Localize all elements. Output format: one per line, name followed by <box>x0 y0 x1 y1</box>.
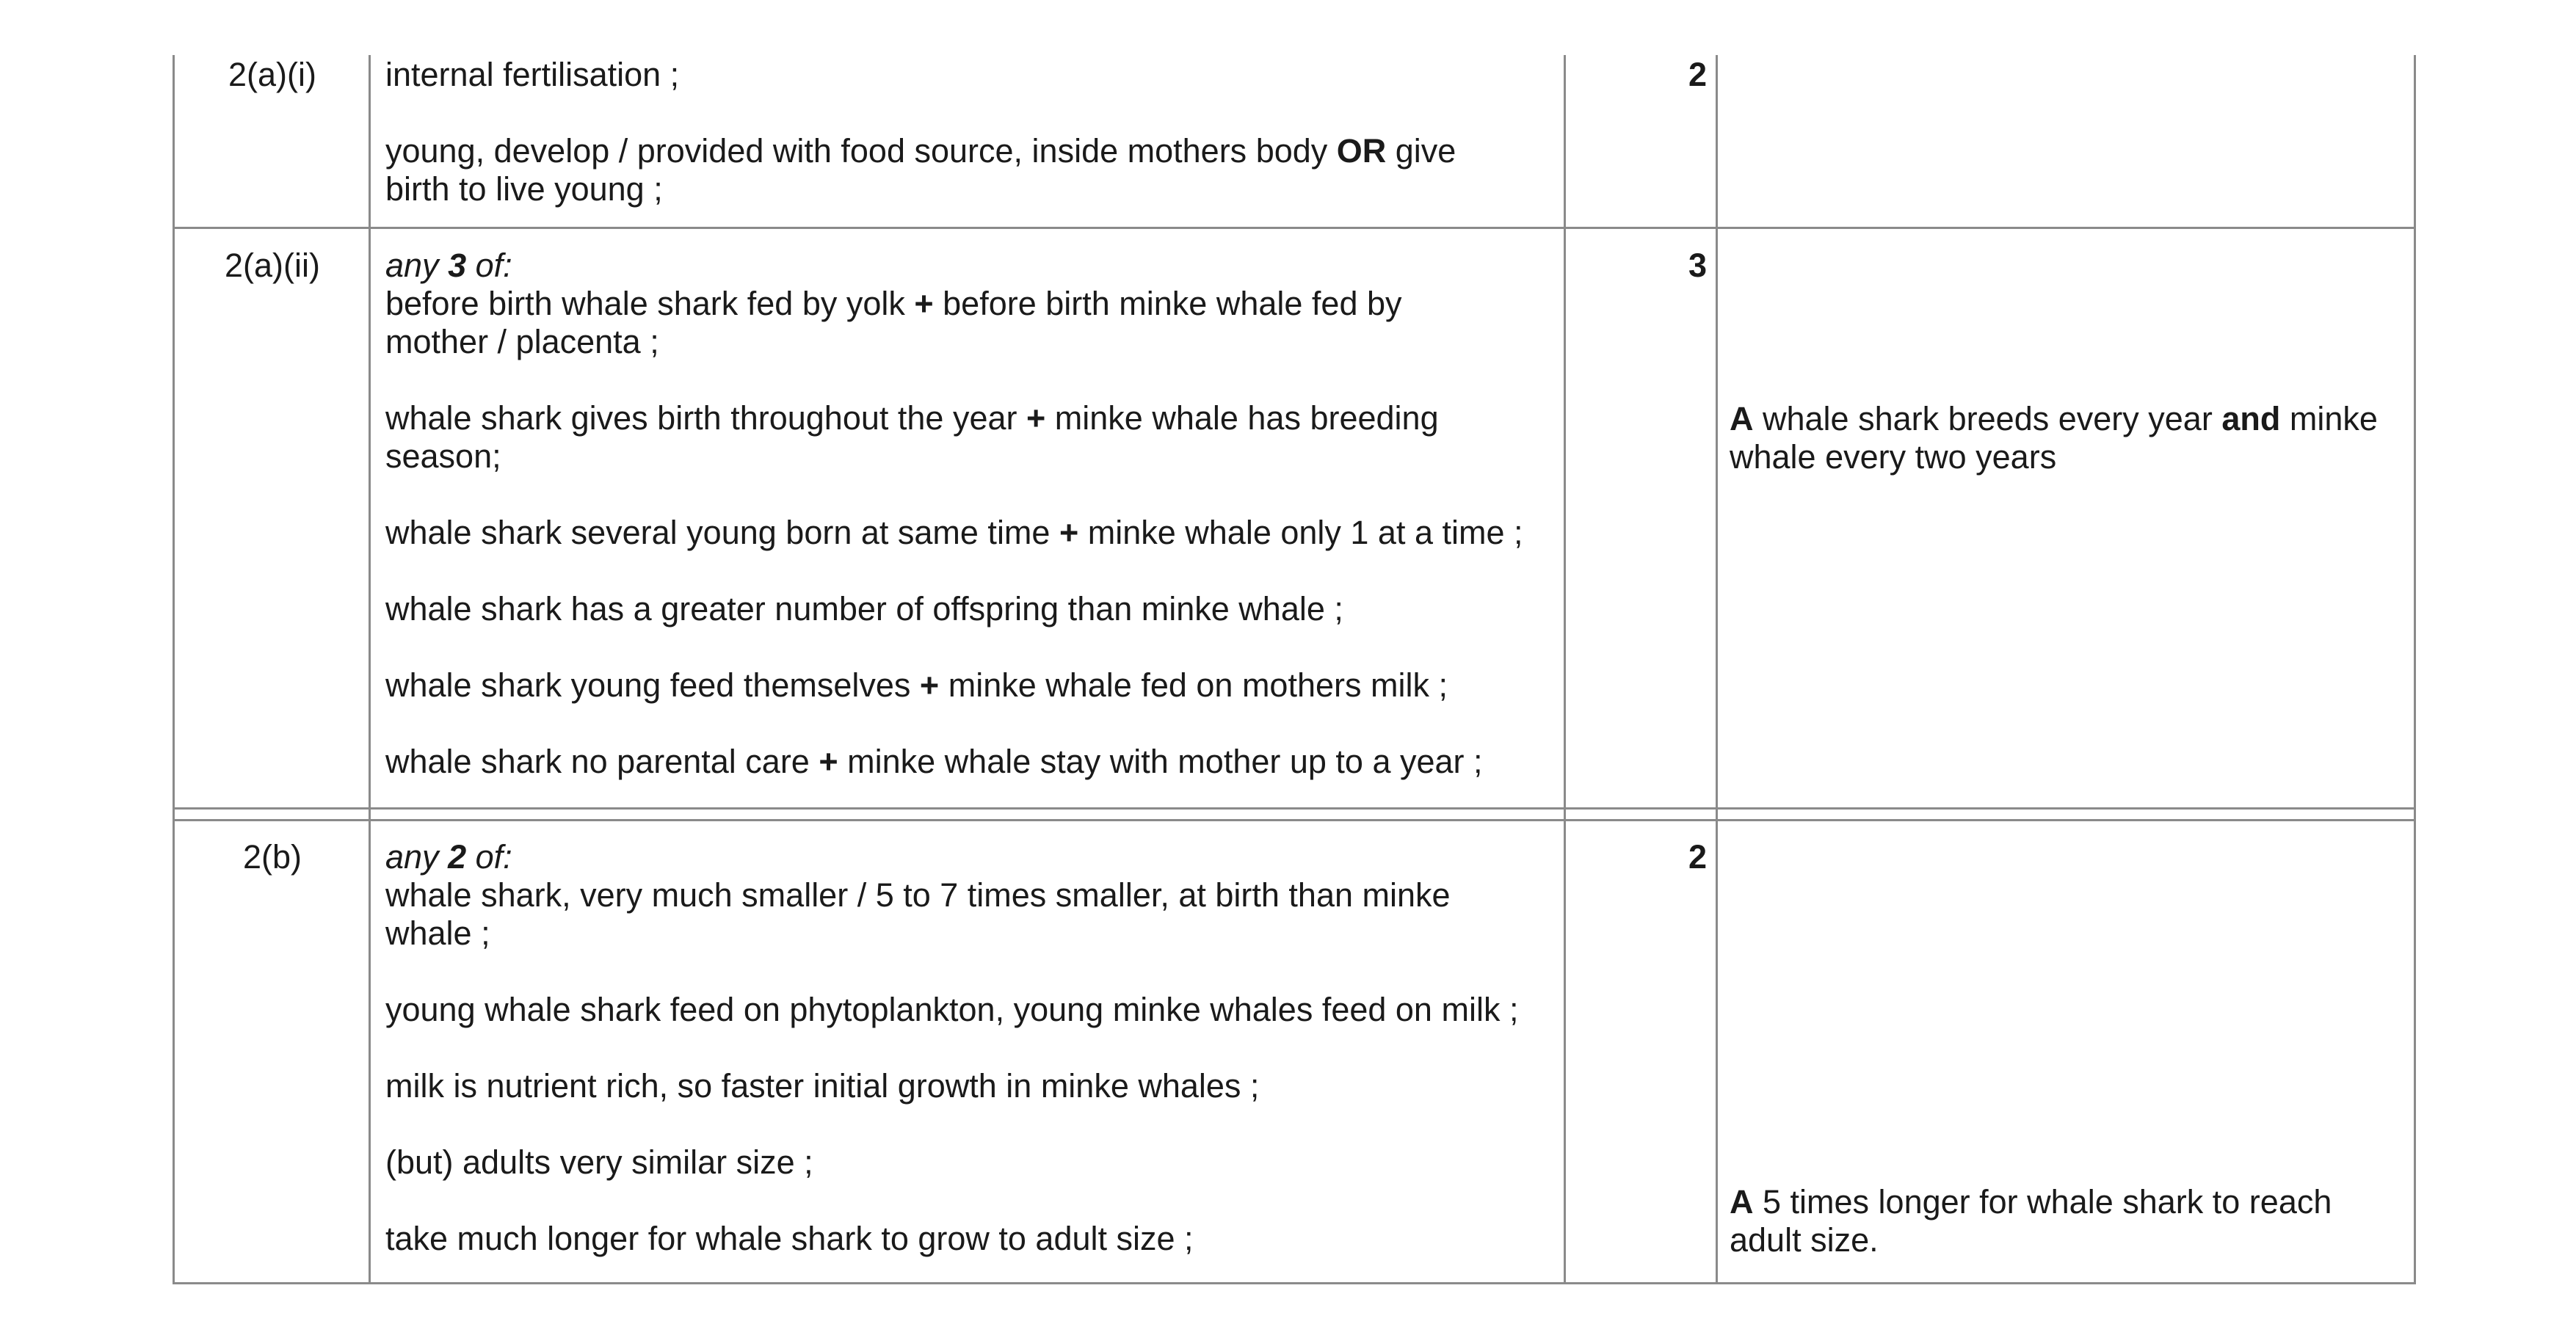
question-number: 2(a)(ii) <box>225 247 320 284</box>
plus-sign: + <box>914 285 934 322</box>
plus-sign: + <box>819 743 838 780</box>
answer-point <box>385 285 1538 361</box>
answer-text: minke whale fed on mothers milk ; <box>939 666 1448 704</box>
answer-point: milk is nutrient rich, so faster initial growth in minke whales ; <box>385 1067 1260 1105</box>
answer-text: before birth minke whale fed by <box>933 285 1402 322</box>
answer-text: whale shark young feed themselves <box>385 666 920 704</box>
section-divider-top <box>173 807 2416 810</box>
marks-value: 2 <box>1688 56 1707 93</box>
answer-intro-text: of: <box>466 247 512 284</box>
answer-intro-count: 2 <box>448 838 467 876</box>
answer-point: internal fertilisation ; <box>385 56 680 93</box>
guidance-cell <box>1730 1183 2412 1259</box>
emphasis-text: and <box>2221 400 2281 437</box>
answer-cell <box>385 247 1538 781</box>
answer-cell <box>385 56 1538 208</box>
guidance-cell <box>1730 400 2412 476</box>
answer-text: season; <box>385 437 501 475</box>
answer-text: young, develop / provided with food source, inside mothers body <box>385 132 1337 170</box>
column-divider-question <box>369 55 371 1284</box>
answer-intro-text: any <box>385 838 449 876</box>
answer-point <box>385 666 1538 705</box>
answer-intro-text: any <box>385 247 449 284</box>
column-divider-marks <box>1716 55 1718 1284</box>
answer-text: whale shark several young born at same time <box>385 514 1059 551</box>
plus-sign: + <box>1026 399 1046 437</box>
answer-text: birth to live young ; <box>385 170 663 208</box>
guidance-text: adult size. <box>1730 1221 1879 1259</box>
table-border-right <box>2414 55 2416 1284</box>
accept-marker: A <box>1730 1183 1754 1221</box>
answer-point: young whale shark feed on phytoplankton, young minke whales feed on milk ; <box>385 991 1519 1028</box>
question-number: 2(a)(i) <box>228 56 316 93</box>
answer-cell <box>385 838 1538 1258</box>
answer-point <box>385 132 1538 208</box>
answer-point <box>385 876 1538 953</box>
answer-point <box>385 743 1538 781</box>
question-number: 2(b) <box>242 838 302 876</box>
answer-text: whale shark gives birth throughout the year <box>385 399 1026 437</box>
answer-intro <box>385 247 1538 285</box>
table-border-bottom <box>173 1282 2416 1284</box>
answer-text: before birth whale shark fed by yolk <box>385 285 915 322</box>
accept-marker: A <box>1730 400 1754 437</box>
answer-point: take much longer for whale shark to grow to adult size ; <box>385 1220 1194 1257</box>
answer-point: whale shark has a greater number of offspring than minke whale ; <box>385 590 1343 628</box>
guidance-text: minke <box>2280 400 2378 437</box>
answer-text: give <box>1386 132 1456 170</box>
guidance-text: 5 times longer for whale shark to reach <box>1753 1183 2332 1221</box>
plus-sign: + <box>919 666 940 704</box>
answer-intro-count: 3 <box>448 247 467 284</box>
answer-text: whale shark no parental care <box>385 743 819 780</box>
answer-point: (but) adults very similar size ; <box>385 1143 813 1181</box>
answer-text: minke whale only 1 at a time ; <box>1078 514 1523 551</box>
plus-sign: + <box>1059 514 1079 551</box>
table-border-left <box>173 55 175 1284</box>
answer-text: mother / placenta ; <box>385 323 659 360</box>
guidance-text: whale every two years <box>1730 438 2057 476</box>
answer-text: minke whale stay with mother up to a year ; <box>838 743 1483 780</box>
emphasis-text: OR <box>1336 132 1387 170</box>
guidance-note <box>1730 400 2412 476</box>
answer-point <box>385 514 1538 552</box>
answer-intro-text: of: <box>466 838 512 876</box>
guidance-text: whale shark breeds every year <box>1753 400 2222 437</box>
answer-text: whale shark, very much smaller / 5 to 7 times smaller, at birth than minke <box>385 876 1451 914</box>
marks-value: 2 <box>1688 838 1707 876</box>
answer-intro <box>385 838 1538 876</box>
answer-point <box>385 399 1538 476</box>
answer-text: minke whale has breeding <box>1045 399 1439 437</box>
answer-text: whale ; <box>385 914 490 952</box>
row-divider <box>173 227 2416 229</box>
column-divider-answer <box>1564 55 1566 1284</box>
marks-value: 3 <box>1688 247 1707 284</box>
section-divider-bottom <box>173 819 2416 821</box>
guidance-note <box>1730 1183 2412 1259</box>
